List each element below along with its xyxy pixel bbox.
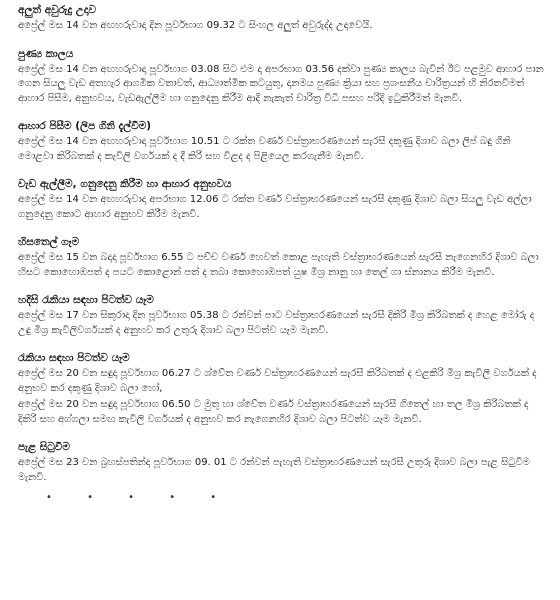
section-work-transactions-eating [18,177,548,222]
section-heading: වැඩ ඇල්ලීම, ගනුදෙනු කිරීම හා ආහාර අනුභවය [18,178,232,190]
section-paragraph: අප්‍රේල් මස 14 වන අඟහරුවාදා අපරභාග 12.06 ට රක්ත වර්ණ වස්ත්‍රාභරණයෙන් සැරසී දකුණු දිශාව බලා සියලු වැඩ අල්ලා ගනුදෙනු කොට ආහාර අනුභව කිරීම මැනවි. [18,194,532,220]
section-paragraph: අප්‍රේල් මස 20 වන සඳුදා පූර්වභාග 06.50 ට මුතු හා ශ්වේත වර්ණ වස්ත්‍රාභරණයෙන් සැරසී ගිතෙල් හා තල මිශ්‍ර කිරිබතක් ද දිකිරි සහ අග්ගලා සමඟ කැවිලි වර්ගයක් ද අනුභව කර නැගෙනහිර දිශාව බලා පිටත්ව යෑම මැනවි. [18,399,529,425]
footer-bullet-marks: • • • • • [46,492,233,503]
section-heading: ආහාර පිසීම (ලිප ගිනි දැල්වීම) [18,120,152,132]
section-head-oil [18,235,548,280]
section-paragraph: අප්‍රේල් මස 14 වන අඟහරුවාදා පූර්වභාග 03.08 සිට එම දා අපරභාග 03.56 දක්වා පුණ්‍ය කාලය බැවින් ඊට පළමුව ආහාර පාන ගෙන සියලු වැඩ අතහැර ආගමික වතාවත්, ආධ්‍යාත්මික කටයුතු, දානමය පුණ්‍ය ක්‍රියා සහ ප්‍රශංසනීය චාරිත්‍රයන් හි නිරතවීමත් ආහාර පිසීම, අනුභවය, වැඩඇල්ලීම හා ගනුදෙනු කිරීම ආදි නැකැත් චාරිත්‍ර විධි පසහ පරිදි ඉටුකිරීමත් මැනවි. [18,63,544,104]
section-heading: හිසතෙල් ගෑම [18,236,80,248]
section-urgent-work-departure [18,293,548,338]
section-heading: රැකියා සඳහා පිටත්ව යෑම [18,352,130,364]
section-paragraph: අප්‍රේල් මස 17 වන සිකුරාදා දින පූර්වභාග 05.38 ට රන්වන් පාට වස්ත්‍රාභරණයෙන් සැරසී දිකිරි මිශ්‍ර කිරිබතක් ද හෙළ මෝරු ද උඳු මිශ්‍ර කැවිලිවර්ගයක් ද අනුභව කර උතුරු දිශාව බලා පිටත්ව යෑම මැනවි. [18,310,535,336]
section-heading: පැළ සිටුවීම [18,441,70,453]
section-paragraph: අප්‍රේල් මස 14 වන අඟහරුවාදා පූර්වභාග 10.51 ට රක්ත වර්ණ වස්ත්‍රාභරණයෙන් සැරසී දකුණු දිශාව බලා ලිප් බඳු ගිනි මොළවා කිරිබතක් ද කැවිලි වර්ගයක් ද දී කිරි සහ විළද ද පිළියෙල කරගැනීම මැනවි. [18,136,511,162]
section-paragraph: අප්‍රේල් මස 23 වන බ්‍රහස්පතින්දා පූර්වභාග 09. 01 ට රන්වන් පැහැති වස්ත්‍රාභරණයෙන් සැරසී උතුරු දිශාව බලා පැළ සිටුවීම මැනවි. [18,457,530,483]
section-paragraph: අප්‍රේල් මස 15 වන බදාදා පූර්වභාග 6.55 ට පච්ච වර්ණ හෙවත් කොළ පැහැති වස්ත්‍රාභරණයෙන් සැරසී නැගෙනහිර දිශාව බලා හිසට කොහොඹපත් ද පයට කොළොන් පත් ද තබා කොහොඹපත් යුෂ මිශ්‍ර නානු හා තෙල් ගා ස්නානය කිරීම මැනවි. [18,252,539,278]
section-work-departure [18,351,548,427]
section-planting [18,440,548,505]
section-heading: අලුත් අවුරුදු උදාව [18,4,96,16]
section-heading: පුණ්‍ය කාලය [18,47,74,60]
section-punya-kalaya [18,47,548,107]
section-heading: හදිසි රැකියා සඳහා පිටත්ව යෑම [18,294,154,306]
section-paragraph: අප්‍රේල් මස 20 වන සඳුදා පූර්වභාග 06.27 ට ශ්වේත වර්ණ වස්ත්‍රාභරණයෙන් සැරසී කිරිබතක් ද එළකිරි මිශ්‍ර කැවිලි වර්ගයක් ද අනුභව කර දකුණු දිශාව බලා හෝ, [18,368,537,394]
section-new-year-dawn [18,3,548,34]
section-cooking [18,119,548,164]
section-paragraph: අප්‍රේල් මස 14 වන අඟහරුවාදා දින පූර්වභාග 09.32 ට සිංහල අලුත් අවුරුද්ද උදාවෙයි. [18,20,373,31]
